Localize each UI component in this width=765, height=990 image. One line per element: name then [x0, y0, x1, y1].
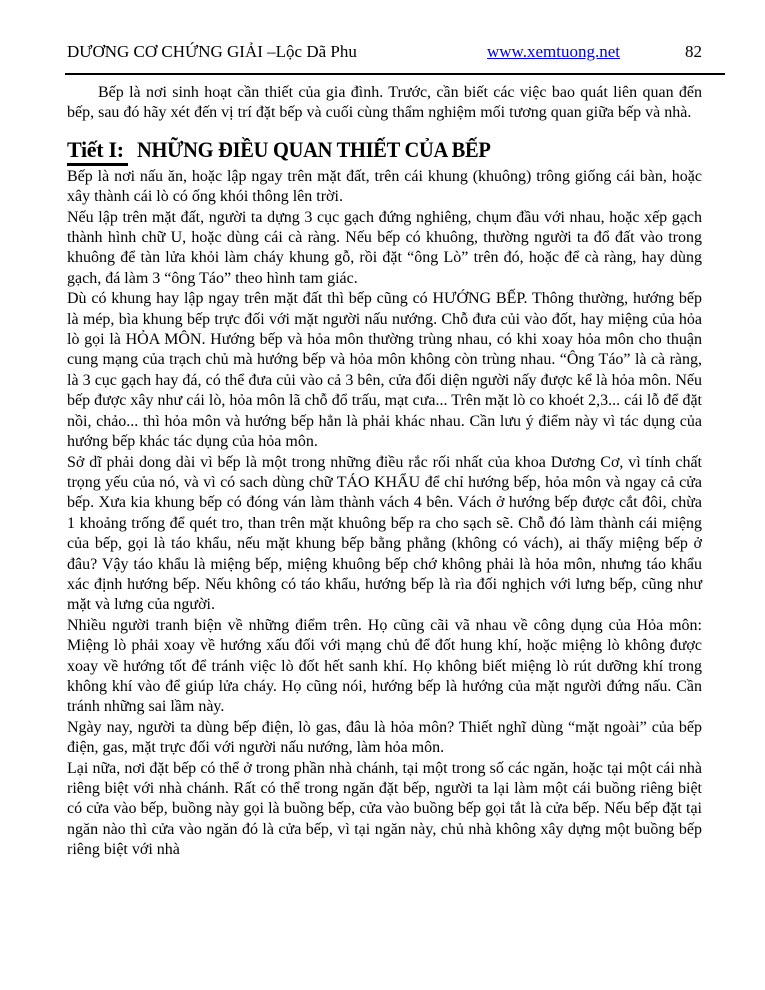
body-paragraph: Lại nữa, nơi đặt bếp có thể ở trong phần nhà chánh, tại một trong số các ngăn, hoặc tại một cái nhà riêng biệt với nhà chánh. Rất có thể trong ngăn đặt bếp, người ta lại làm một cái buồng riêng biệt có cửa vào bếp, buồng này gọi là buồng bếp, cửa vào buồng bếp gọi tắt là cửa bếp. Nếu bếp đặt tại ngăn nào thì cửa vào ngăn đó là cửa bếp, vì tại ngăn này, chủ nhà không xây dựng một buồng bếp riêng biệt với nhà	[67, 759, 702, 859]
intro-paragraph: Bếp là nơi sinh hoạt cần thiết của gia đình. Trước, cần biết các việc bao quát liên quan đến bếp, sau đó hãy xét đến vị trí đặt bếp và cuối cùng thẩm nghiệm mối tương quan giữa bếp và nhà.	[67, 84, 702, 122]
page-header	[67, 42, 702, 62]
body-paragraph: Dù có khung hay lập ngay trên mặt đất thì bếp cũng có HƯỚNG BẾP. Thông thường, hướng bếp là mép, bìa khung bếp trực đối với mặt người nấu nướng. Chỗ đưa củi vào đốt, hay miệng của hỏa lò gọi là HỎA MÔN. Hướng bếp và hỏa môn thường trùng nhau, có khi xoay hỏa môn cho thuận cung mạng của trạch chủ mà hướng bếp và hỏa môn không còn trùng nhau. “Ông Táo” là cà ràng, là 3 cục gạch hay đá, có thể đưa củi vào cả 3 bên, cửa đối diện người nấy được kể là hỏa môn. Nếu bếp được xây như cái lò, hỏa môn lã chỗ đổ trấu, mạt cưa... Trên mặt lò co khoét 2,3... cái lỗ để đặt nồi, chảo... thì hỏa môn và hướng bếp hẳn là phải khác nhau. Cần lưu ý điểm này vì tác dụng của hướng bếp khác tác dụng của hỏa môn.	[67, 290, 702, 451]
book-title: DƯƠNG CƠ CHỨNG GIẢI –Lộc Dã Phu	[67, 42, 357, 61]
section-heading	[67, 137, 702, 166]
body-paragraph: Ngày nay, người ta dùng bếp điện, lò gas, đâu là hỏa môn? Thiết nghĩ dùng “mặt ngoài” của bếp điện, gas, mặt trực đối với người nấu nướng, làm hỏa môn.	[67, 718, 702, 757]
body-paragraph: Nhiều người tranh biện về những điểm trên. Họ cũng cãi vã nhau về công dụng của Hỏa môn: Miệng lò phải xoay về hướng xấu đối với mạng chủ để đốt hung khí, hoặc miệng lò không được xoay về hướng tốt để tránh việc lò đốt hết sanh khí. Họ không biết miệng lò rút dưỡng khí trong không khí vào để giúp lửa cháy. Họ cũng nói, hướng bếp là hướng của mặt người đứng nấu. Cần tránh những sai lầm này.	[67, 616, 702, 716]
body-paragraph: Nếu lập trên mặt đất, người ta dựng 3 cục gạch đứng nghiêng, chụm đầu với nhau, hoặc xếp gạch thành hình chữ U, hoặc dùng cái cà ràng. Nếu bếp có khuông, thường người ta đổ đất vào trong khuông để tàn lửa khỏi làm cháy khung gỗ, rồi đặt “ông Lò” trên đó, hoặc để cà ràng, hay dùng gạch, đá làm 3 “ông Táo” theo hình tam giác.	[67, 208, 702, 287]
page-number: 82	[685, 42, 702, 61]
website-link[interactable]: www.xemtuong.net	[487, 42, 620, 61]
section-label: Tiết I:	[67, 137, 128, 166]
body-paragraph: Sở dĩ phải dong dài vì bếp là một trong những điều rắc rối nhất của khoa Dương Cơ, vì tính chất trọng yếu của nó, và vì có sach dùng chữ TÁO KHẨU để chỉ hướng bếp, hỏa môn và ngay cả cửa bếp. Xưa kia khung bếp có đóng ván làm thành vách 4 bên. Vách ở hướng bếp được cắt đôi, chừa 1 khoảng trống để quét tro, than trên mặt khuông bếp ra cho sạch sẽ. Chỗ đó làm thành cái miệng của bếp, gọi là táo khẩu, nếu mặt khung bếp bằng phẳng (không có vách), ai thấy miệng bếp ở đâu? Vậy táo khẩu là miệng bếp, miệng khuông bếp chớ không phải là hỏa môn, nhưng táo khẩu xác định hướng bếp. Nếu không có táo khẩu, hướng bếp là rìa đối nghịch với lưng bếp, cũng như mặt và lưng của người.	[67, 453, 702, 614]
header-divider	[65, 73, 725, 75]
section-title: NHỮNG ĐIỀU QUAN THIẾT CỦA BẾP	[136, 136, 491, 162]
body-paragraph: Bếp là nơi nấu ăn, hoặc lập ngay trên mặt đất, trên cái khung (khuông) trông giống cái bàn, hoặc xây thành cái lò có ống khói thông lên trời.	[67, 167, 702, 206]
